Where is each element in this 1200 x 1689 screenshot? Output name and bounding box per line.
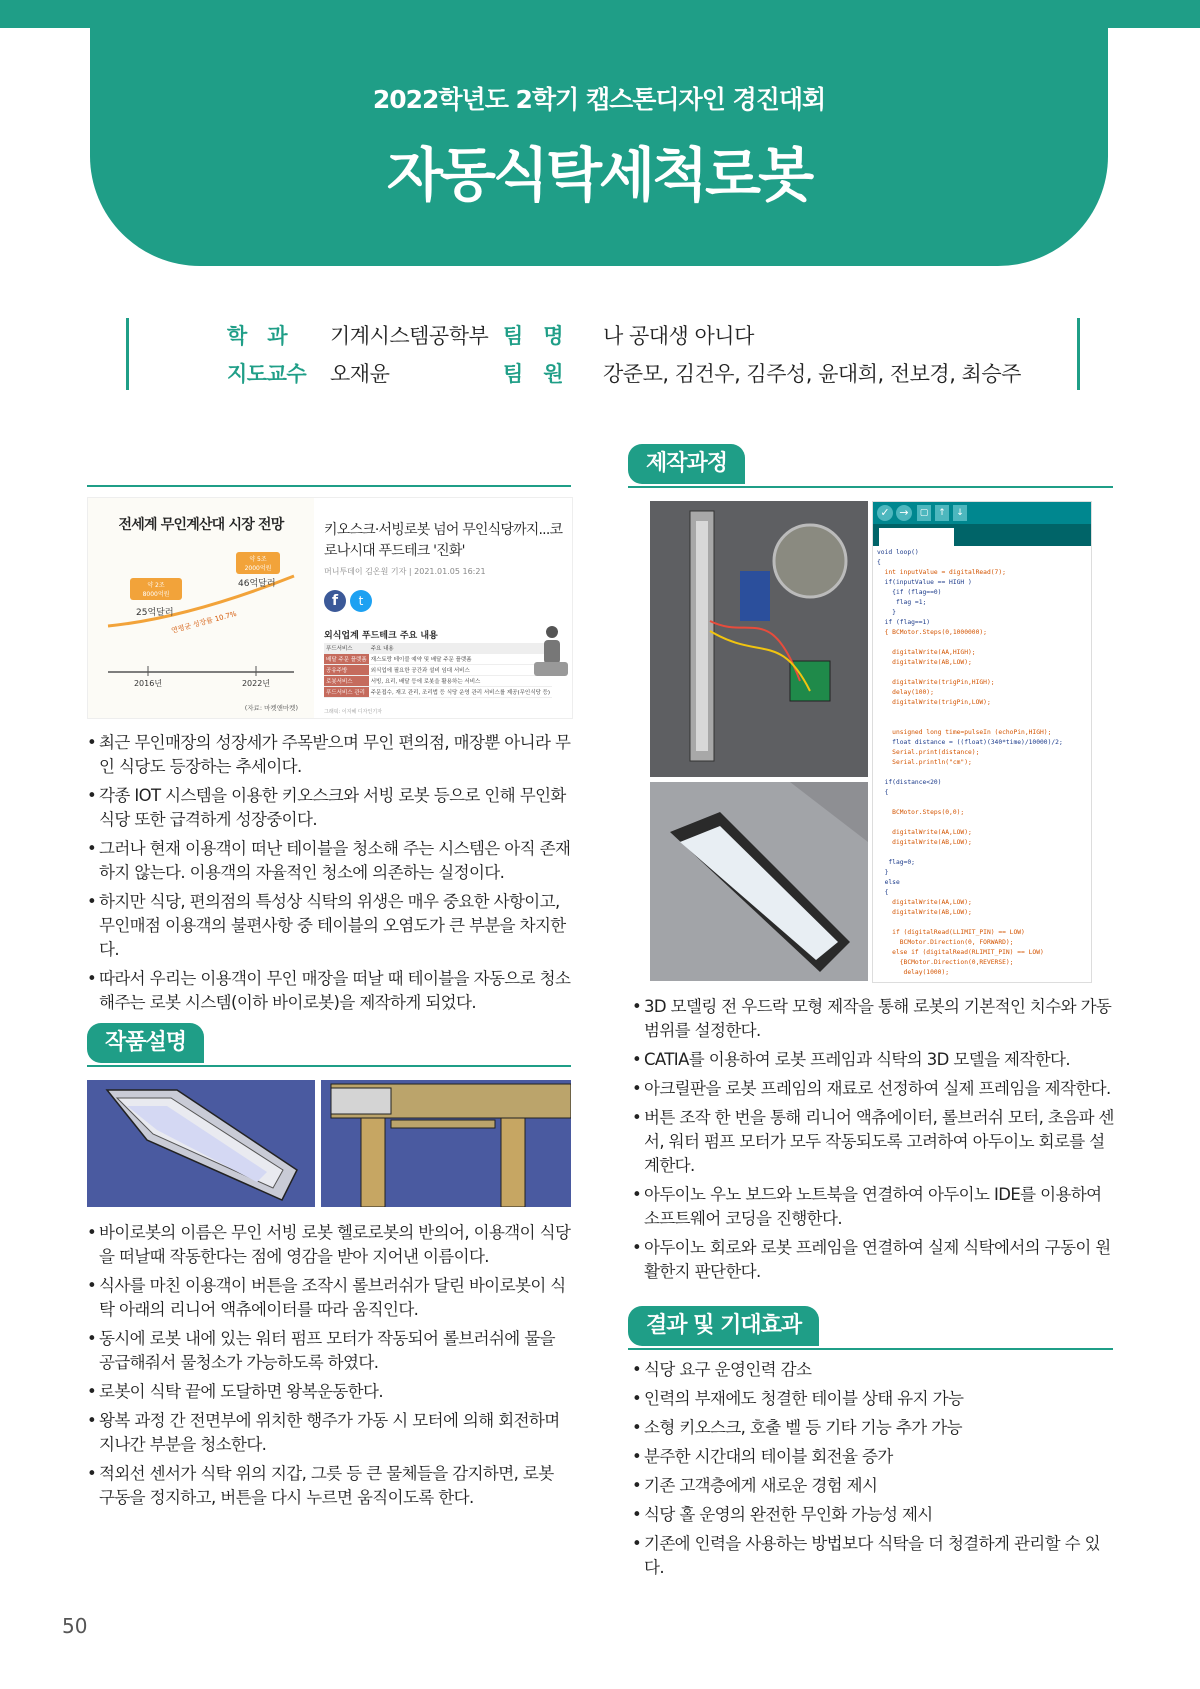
table-row xyxy=(324,687,552,698)
intro-list xyxy=(87,731,573,1020)
arduino-ide xyxy=(872,501,1092,983)
code-line: void loop() xyxy=(877,549,919,556)
results-tag: 결과 및 기대효과 xyxy=(628,1306,819,1346)
list-item: • 하지만 식당, 편의점의 특성상 식탁의 위생은 매우 중요한 사항이고, 무인매점 이용객의 불편사항 중 테이블의 오염도가 큰 부분을 차지한다. xyxy=(87,890,573,962)
divider-line xyxy=(87,485,571,487)
code-line xyxy=(877,918,1063,928)
code-line: unsigned long time=pulseIn (echoPin,HIGH); xyxy=(877,729,1052,736)
code-line: {if (flag==0) xyxy=(877,589,942,596)
process-tag: 제작과정 xyxy=(628,444,745,484)
list-item: • CATIA를 이용하여 로봇 프레임과 식탁의 3D 모델을 제작한다. xyxy=(632,1048,1114,1072)
twitter-icon[interactable]: t xyxy=(350,590,372,612)
label-2022: 46억달러 xyxy=(238,579,276,589)
code-line xyxy=(877,718,1063,728)
save-icon[interactable]: ↓ xyxy=(953,505,967,521)
sketch-tab[interactable] xyxy=(879,528,954,546)
cad-model-2 xyxy=(321,1080,571,1207)
dept-label: 학 과 xyxy=(227,324,288,348)
market-chart xyxy=(88,498,314,718)
facebook-icon[interactable]: f xyxy=(324,590,346,612)
code-line xyxy=(877,638,1063,648)
code-line: delay(1000); xyxy=(877,969,950,976)
verify-icon[interactable]: ✓ xyxy=(877,505,893,521)
code-line: digitalWrite(AA,HIGH); xyxy=(877,649,976,656)
table-cell: 재스토랑 테이블 예약 및 배달 주문 플랫폼 xyxy=(369,654,552,665)
market-figure xyxy=(87,497,573,719)
code-line: { xyxy=(877,889,889,896)
code-line: int inputValue = digitalRead(7); xyxy=(877,569,1006,576)
list-item: • 적외선 센서가 식탁 위의 지갑, 그릇 등 큰 물체들을 감지하면, 로봇 구동을 정지하고, 버튼을 다시 누르면 움직이도록 한다. xyxy=(87,1462,573,1510)
code-line: digitalWrite(AB,LOW); xyxy=(877,909,972,916)
code-line: digitalWrite(AB,LOW); xyxy=(877,659,972,666)
code-line xyxy=(877,798,1063,808)
table-title: 외식업계 푸드테크 주요 내용 xyxy=(324,631,438,641)
code-line: digitalWrite(trigPin,HIGH); xyxy=(877,679,995,686)
code-line: flag=0; xyxy=(877,859,915,866)
list-item: • 각종 IOT 시스템을 이용한 키오스크와 서빙 로봇 등으로 인해 무인화 식당 또한 급격하게 성장중이다. xyxy=(87,784,573,832)
table-credit: 그래픽: 이지혜 디자인기자 xyxy=(324,709,382,715)
badge-2022-top: 약 5조 xyxy=(249,556,267,563)
foodtech-table xyxy=(324,643,552,698)
table-head-cell: 주요 내용 xyxy=(369,643,552,654)
code-line: { BCMotor.Steps(0,1000000); xyxy=(877,629,987,636)
market-chart-svg xyxy=(88,498,314,718)
code-line: BCMotor.Direction(0, FORWARD); xyxy=(877,939,1014,946)
code-line xyxy=(877,818,1063,828)
code-line: else xyxy=(877,879,900,886)
list-item: • 아크릴판을 로봇 프레임의 재료로 선정하여 실제 프레임을 제작한다. xyxy=(632,1077,1114,1101)
team-label: 팀 명 xyxy=(503,324,564,348)
project-title: 자동식탁세척로봇 xyxy=(386,141,812,209)
table-cell: 공유주방 xyxy=(324,665,369,676)
code-line: flag =1; xyxy=(877,599,927,606)
list-item: • 그러나 현재 이용객이 떠난 테이블을 청소해 주는 시스템은 아직 존재하지 않는다. 이용객의 자율적인 청소에 의존하는 실정이다. xyxy=(87,837,573,885)
code-line xyxy=(877,668,1063,678)
results-section-head xyxy=(628,1306,1113,1350)
code-line xyxy=(877,848,1063,858)
list-item: • 식사를 마친 이용객이 버튼을 조작시 롤브러쉬가 달린 바이로봇이 식탁 아래의 리니어 액츄에이터를 따라 움직인다. xyxy=(87,1274,573,1322)
badge-2022-bottom: 2000억원 xyxy=(244,565,272,572)
code-line: if(distance<20) xyxy=(877,779,942,786)
list-item: • 기존에 인력을 사용하는 방법보다 식탁을 더 청결하게 관리할 수 있다. xyxy=(632,1532,1114,1580)
code-line xyxy=(877,708,1063,718)
team-info xyxy=(126,318,1080,390)
list-item: • 아두이노 회로와 로봇 프레임을 연결하여 실제 식탁에서의 구동이 원활한지 판단한다. xyxy=(632,1236,1114,1284)
dept-value: 기계시스템공학부 xyxy=(330,324,489,348)
advisor-value: 오재윤 xyxy=(330,362,390,386)
list-item: • 아두이노 우노 보드와 노트북을 연결하여 아두이노 IDE를 이용하여 소프트웨어 코딩을 진행한다. xyxy=(632,1183,1114,1231)
code-line: Serial.println("cm"); xyxy=(877,759,972,766)
hardware-photo-1-svg xyxy=(650,501,868,777)
robot-illustration-icon xyxy=(530,622,570,682)
code-line: digitalWrite(AB,LOW); xyxy=(877,839,972,846)
news-byline: 머니투데이 김온원 기자 | 2021.01.05 16:21 xyxy=(324,567,486,576)
divider-line xyxy=(628,1348,1113,1350)
list-item: • 동시에 로봇 내에 있는 워터 펌프 모터가 작동되어 롤브러쉬에 물을 공급해줘서 물청소가 가능하도록 하였다. xyxy=(87,1327,573,1375)
open-icon[interactable]: ↑ xyxy=(935,505,949,521)
intro-divider xyxy=(87,443,571,487)
results-list xyxy=(632,1358,1114,1585)
code-line: delay(100); xyxy=(877,689,934,696)
code-line: if (flag==1) xyxy=(877,619,931,626)
code-line: } xyxy=(877,869,889,876)
members-label: 팀 원 xyxy=(503,362,564,386)
list-item: • 3D 모델링 전 우드락 모형 제작을 통해 로봇의 기본적인 치수와 가동 범위를 설정한다. xyxy=(632,995,1114,1043)
team-value: 나 공대생 아니다 xyxy=(603,324,754,348)
list-item: • 기존 고객층에게 새로운 경험 제시 xyxy=(632,1474,1114,1498)
year-2022: 2022년 xyxy=(241,679,271,688)
list-item: • 바이로봇의 이름은 무인 서빙 로봇 헬로로봇의 반의어, 이용객이 식당을 떠날때 작동한다는 점에 영감을 받아 지어낸 이름이다. xyxy=(87,1221,573,1269)
code-line: } xyxy=(877,609,896,616)
table-header xyxy=(324,643,552,654)
table-cell: 주문접수, 재고 관리, 조리법 등 식당 운영 관리 서비스를 제공(무인식당 등) xyxy=(369,687,552,698)
code-editor[interactable] xyxy=(877,548,1063,978)
list-item: • 소형 키오스크, 호출 벨 등 기타 기능 추가 가능 xyxy=(632,1416,1114,1440)
code-line: float distance = ((float)(340*time)/10000)/2; xyxy=(877,739,1063,746)
badge-2016-top: 약 2조 xyxy=(147,582,165,589)
description-section-head xyxy=(87,1023,571,1067)
cad-table-svg xyxy=(321,1080,571,1207)
chart-source: (자료: 마켓앤마켓) xyxy=(244,704,298,712)
code-line: if (digitalRead(LLIMIT_PIN) == LOW) xyxy=(877,929,1025,936)
market-chart-title: 전세계 무인계산대 시장 전망 xyxy=(118,517,284,533)
code-line: { xyxy=(877,559,881,566)
description-list xyxy=(87,1221,573,1515)
poster-header xyxy=(90,0,1108,266)
table-cell: 로봇서비스 xyxy=(324,676,369,687)
table-cell: 배달 주문 플랫폼 xyxy=(324,654,369,665)
label-2016: 25억달러 xyxy=(136,608,174,618)
code-line: digitalWrite(AA,LOW); xyxy=(877,829,972,836)
upload-icon[interactable]: → xyxy=(896,505,912,521)
list-item: • 인력의 부재에도 청결한 테이블 상태 유지 가능 xyxy=(632,1387,1114,1411)
table-cell: 서빙, 요리, 배달 등에 로봇을 활용하는 서비스 xyxy=(369,676,552,687)
list-item: • 최근 무인매장의 성장세가 주목받으며 무인 편의점, 매장뿐 아니라 무인 식당도 등장하는 추세이다. xyxy=(87,731,573,779)
info-row-1 xyxy=(129,320,1077,356)
cad-model-1 xyxy=(87,1080,315,1207)
description-tag: 작품설명 xyxy=(87,1023,204,1063)
list-item: • 분주한 시간대의 테이블 회전율 증가 xyxy=(632,1445,1114,1469)
process-section-head xyxy=(628,444,1113,488)
code-line: Serial.print(distance); xyxy=(877,749,980,756)
ide-toolbar xyxy=(873,502,1091,524)
table-cell: 푸드서비스 관리 xyxy=(324,687,369,698)
divider-line xyxy=(628,486,1113,488)
advisor-label: 지도교수 xyxy=(227,362,307,386)
hardware-photo-1 xyxy=(650,501,868,777)
list-item: • 식당 홀 운영의 완전한 무인화 가능성 제시 xyxy=(632,1503,1114,1527)
cad-trough-svg xyxy=(87,1080,315,1207)
table-row xyxy=(324,676,552,687)
news-headline: 키오스크·서빙로봇 넘어 무인식당까지...코로나시대 푸드테크 '진화' xyxy=(324,522,563,559)
table-cell: 외식업에 필요한 공간과 설비 임대 서비스 xyxy=(369,665,552,676)
list-item: • 식당 요구 운영인력 감소 xyxy=(632,1358,1114,1382)
page-number: 50 xyxy=(62,1614,88,1638)
info-row-2 xyxy=(129,358,1077,394)
code-line: else if (digitalRead(RLIMIT_PIN) == LOW) xyxy=(877,949,1044,956)
list-item: • 로봇이 식탁 끝에 도달하면 왕복운동한다. xyxy=(87,1380,573,1404)
contest-title: 2022학년도 2학기 캡스톤디자인 경진대회 xyxy=(372,85,826,114)
members-value: 강준모, 김건우, 김주성, 윤대희, 전보경, 최승주 xyxy=(603,362,1021,386)
badge-2016-bottom: 8000억원 xyxy=(142,591,170,598)
code-line: {BCMotor.Direction(0,REVERSE); xyxy=(877,959,1014,966)
list-item: • 왕복 과정 간 전면부에 위치한 행주가 가동 시 모터에 의해 회전하며 지나간 부분을 청소한다. xyxy=(87,1409,573,1457)
ide-tabbar xyxy=(873,524,1091,546)
code-line: digitalWrite(trigPin,LOW); xyxy=(877,699,991,706)
year-2016: 2016년 xyxy=(133,679,163,688)
growth-label: 연평균 성장률 10.7% xyxy=(170,609,238,635)
code-line xyxy=(877,768,1063,778)
table-head-cell: 푸드서비스 xyxy=(324,643,369,654)
code-line: BCMotor.Steps(0,0); xyxy=(877,809,965,816)
news-clip xyxy=(324,498,572,718)
list-item: • 따라서 우리는 이용객이 무인 매장을 떠날 때 테이블을 자동으로 청소해주는 로봇 시스템(이하 바이로봇)을 제작하게 되었다. xyxy=(87,967,573,1015)
table-row xyxy=(324,654,552,665)
code-line: digitalWrite(AA,LOW); xyxy=(877,899,972,906)
code-line: if(inputValue == HIGH ) xyxy=(877,579,972,586)
hardware-photo-2 xyxy=(650,782,868,981)
list-item: • 버튼 조작 한 번을 통해 리니어 액츄에이터, 롤브러쉬 모터, 초음파 센서, 워터 펌프 모터가 모두 작동되도록 고려하여 아두이노 회로를 설계한다. xyxy=(632,1106,1114,1178)
new-icon[interactable]: ▢ xyxy=(917,505,931,521)
table-row xyxy=(324,665,552,676)
process-list xyxy=(632,995,1114,1289)
divider-line xyxy=(87,1065,571,1067)
hardware-photo-2-svg xyxy=(650,782,868,981)
code-line: { xyxy=(877,789,889,796)
